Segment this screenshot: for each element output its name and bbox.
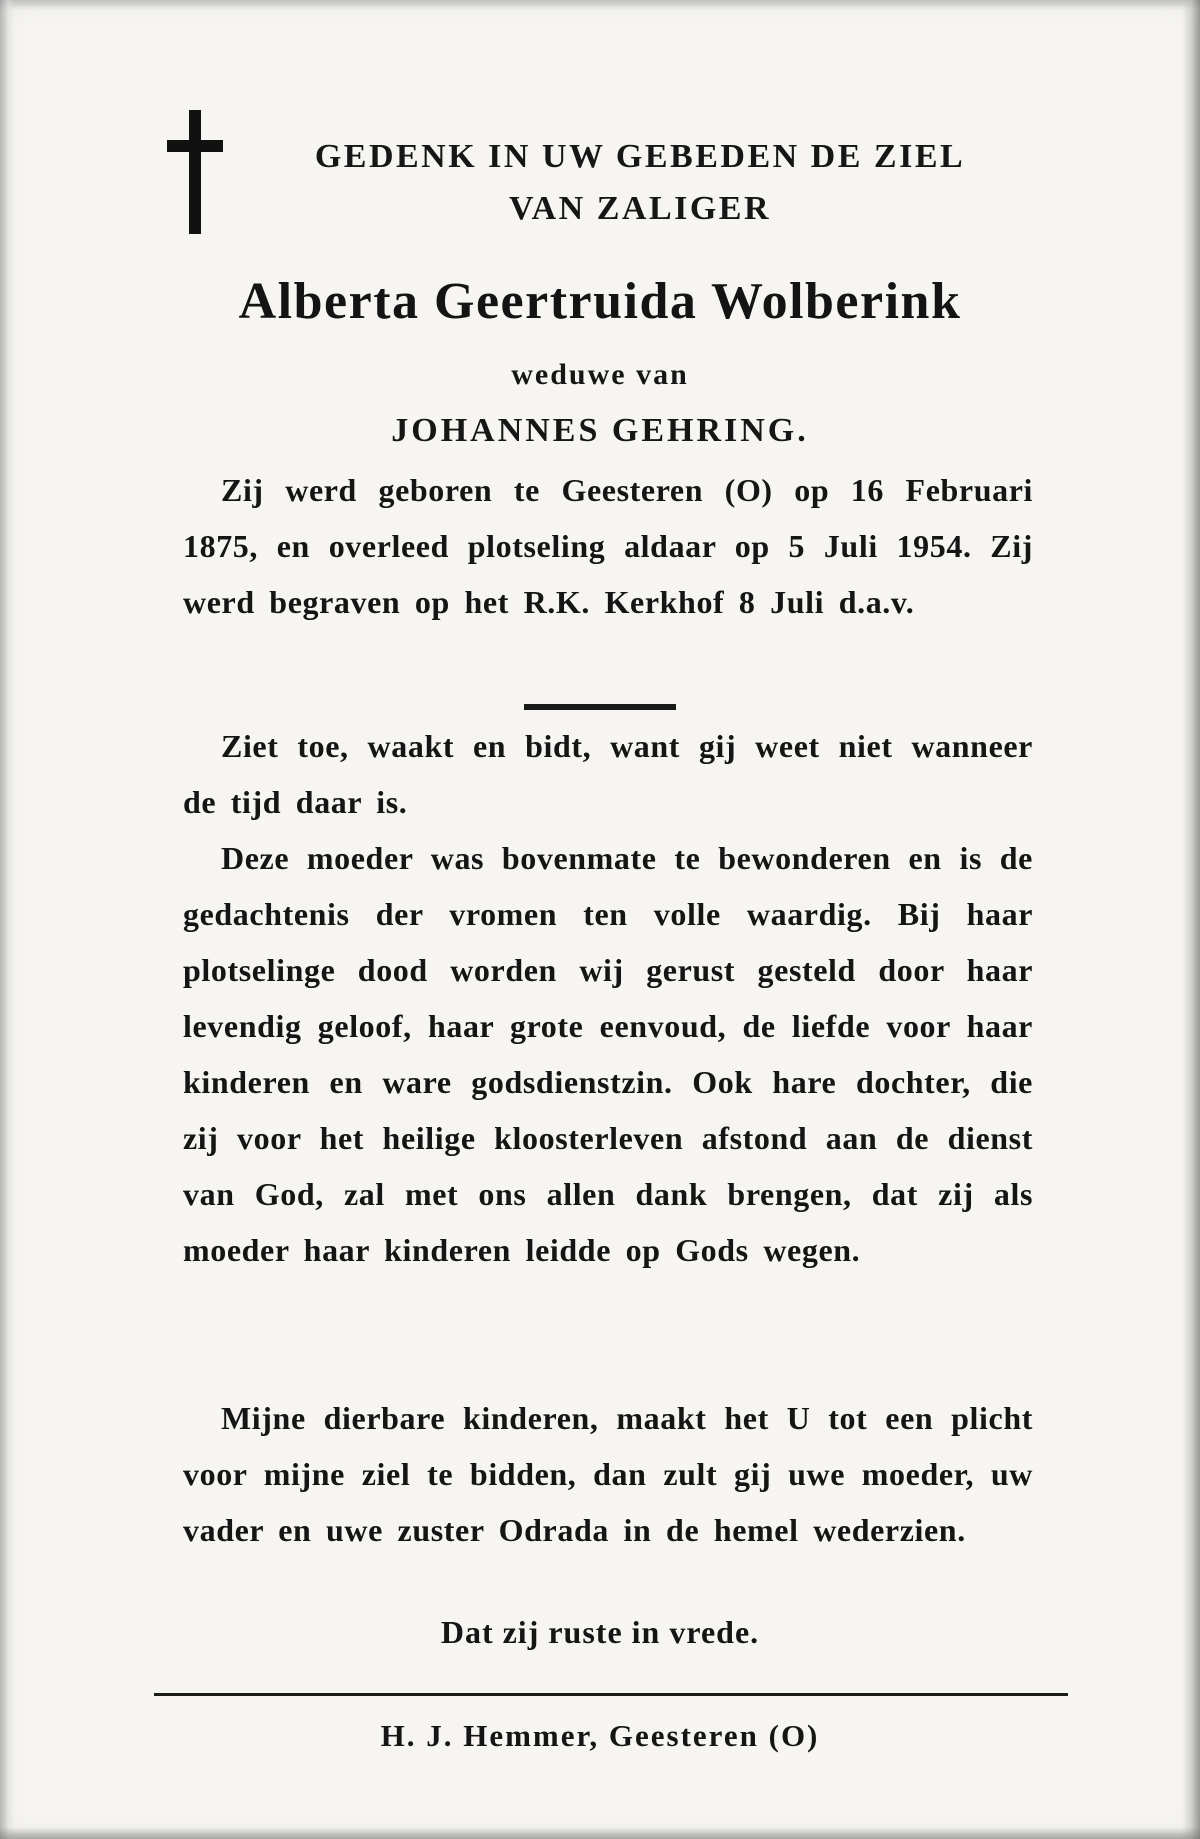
request-paragraph: Mijne dierbare kinderen, maakt het U tot een plicht voor mijne ziel te bidden, dan zult gij uwe moeder, uw vader en uwe zuster Odrada in de hemel wederzien.	[183, 1400, 1033, 1548]
card-edge-bottom	[0, 1827, 1200, 1839]
card-edge-right	[1182, 0, 1200, 1839]
cross-horizontal-bar	[167, 140, 223, 152]
tribute-paragraph: Deze moeder was bovenmate te bewonderen en is de gedachtenis der vromen ten volle waardig. Bij haar plotselinge dood worden wij gerust gesteld door haar levendig geloof, haar grote eenvoud, de liefde voor haar kinderen en ware godsdienstzin. Ook hare dochter, die zij voor het heilige kloosterleven afstond aan de dienst van God, zal met ons allen dank brengen, dat zij als moeder haar kinderen leidde op Gods wegen.	[183, 840, 1033, 1268]
heading-line-1: GEDENK IN UW GEBEDEN DE ZIEL	[314, 138, 966, 175]
rest-in-peace-line: Dat zij ruste in vrede.	[440, 1614, 760, 1650]
widow-of-label: weduwe van	[511, 358, 689, 391]
husband-name: JOHANNES GEHRING.	[391, 412, 809, 449]
deceased-name: Alberta Geertruida Wolberink	[238, 273, 962, 330]
scripture-paragraph: Ziet toe, waakt en bidt, want gij weet niet wanneer de tijd daar is.	[183, 728, 1033, 820]
card-edge-left	[0, 0, 14, 1839]
birth-death-paragraph: Zij werd geboren te Geesteren (O) op 16 Februari 1875, en overleed plotseling aldaar op 5 Juli 1954. Zij werd begraven op het R.K. Kerkhof 8 Juli d.a.v.	[183, 472, 1033, 620]
short-divider	[524, 704, 676, 710]
footer-divider	[154, 1693, 1068, 1696]
printer-credit: H. J. Hemmer, Geesteren (O)	[380, 1718, 820, 1753]
cross-icon	[167, 110, 223, 234]
card-edge-top	[0, 0, 1200, 10]
heading-line-2: VAN ZALIGER	[508, 190, 772, 227]
cross-vertical-bar	[189, 110, 201, 234]
